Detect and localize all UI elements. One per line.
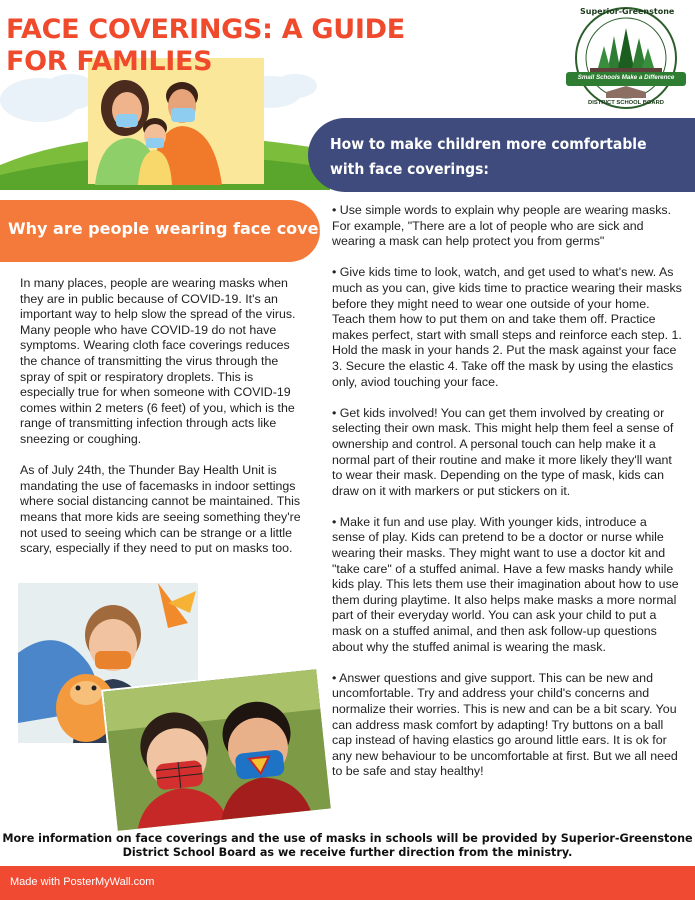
comfort-heading: How to make children more comfortable with face coverings: xyxy=(330,135,647,178)
why-body xyxy=(20,276,310,572)
logo-top-text: Superior-Greenstone xyxy=(580,7,675,16)
tip-item: • Give kids time to look, watch, and get used to what's new. As much as you can, give kids time to practice wearing their masks before they might need to wear one outside of your home. Teach them how to put them on and take them off. Practice makes perfect, start with small steps and reinforce each step. 1. Hold the mask in your hands 2. Put the mask against your face 3. Secure the elastic 4. Take off the mask by using the elastics only, aviod touching your face. xyxy=(332,265,682,389)
tip-item: • Answer questions and give support. This can be new and uncomfortable. Try and address your child's concerns and normalize their worries. This is new and can be a bit scary. You can address mask comfort by adapting! Try buttons on a ball cap instead of having elastics go around little ears. It is ok for any new behaviour to be uncomfortable at first. But we all need to be safe and stay healthy! xyxy=(332,670,678,779)
tip-item: • Use simple words to explain why people are wearing masks. For example, "There are a lot of people who are sick and wearing a mask can help protect you from germs" xyxy=(332,203,672,249)
more-information-note: More information on face coverings and the use of masks in schools will be provided by Superior-Greenstone District School Board as we receive further direction from the ministry. xyxy=(2,832,693,859)
page-title: FACE COVERINGS: A GUIDE FOR FAMILIES xyxy=(6,14,405,77)
footer-credit[interactable]: Made with PosterMyWall.com xyxy=(10,876,155,888)
why-paragraph: As of July 24th, the Thunder Bay Health Unit is mandating the use of facemasks in indoor settings where social distancing cannot be maintained. This means that more kids are seeing something they're not used to seeing which can be strange or a little scary, especially if they need to put on masks too. xyxy=(20,463,301,556)
why-paragraph: In many places, people are wearing masks when they are in public because of COVID-19. It's an important way to help slow the spread of the virus. Many people who have COVID-19 do not have symptoms. Wearing cloth face coverings reduces the chance of transmitting the virus through the spray of spit or respiratory droplets. This is especially true for when someone with COVID-19 comes within 2 meters (6 feet) of you, which is the range of transmitting infection through acts like sneezing or coughing. xyxy=(20,276,296,446)
comfort-tips-list xyxy=(332,203,682,796)
tip-item: • Make it fun and use play. With younger kids, introduce a sense of play. Kids can pretend to be a doctor or nurse while wearing their masks. They might want to use a doctor kit and "take care" of a stuffed animal. Have a few masks handy while kids play. This lets them use their imagination about how to use them during playtime. It also helps make masks a more normal part of their everyday world. You can ask your child to put a mask on a stuffed animal, and then ask follow-up questions about why the stuffed animal is wearing the mask. xyxy=(332,514,679,654)
why-heading: Why are people wearing face coverings? xyxy=(8,219,374,238)
tip-item: • Get kids involved! You can get them involved by creating or selecting their own mask. This might help them feel a sense of ownership and control. A personal touch can help make it a normal part of their routine and make it more likely they'll want to wear their mask. Depending on the type of mask, kids can draw on it with markers or put stickers on it. xyxy=(332,405,674,498)
logo-ribbon-text: Small Schools Make a Difference xyxy=(577,74,675,81)
logo-bottom-text: DISTRICT SCHOOL BOARD xyxy=(588,100,664,106)
kids-superhero-masks-photo xyxy=(103,669,330,831)
school-board-logo xyxy=(562,6,690,118)
